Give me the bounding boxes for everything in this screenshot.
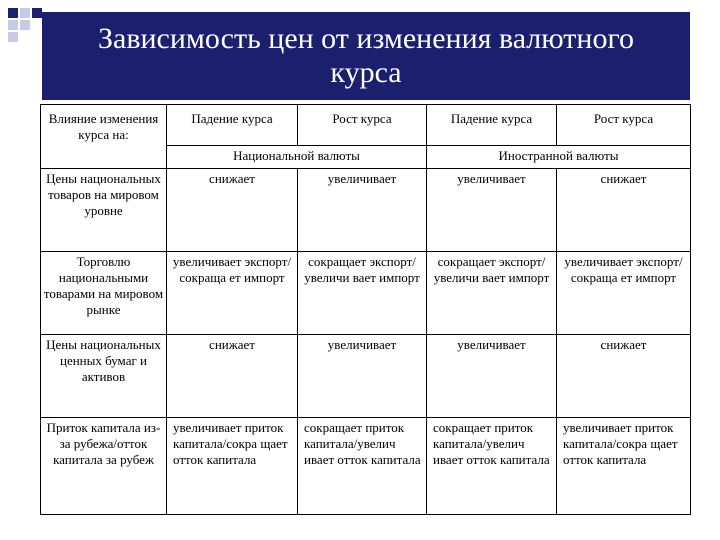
decor-square (20, 8, 30, 18)
header-cell: Рост курса (557, 105, 691, 146)
table-cell: сокращает экспорт/увеличи вает импорт (298, 252, 427, 335)
table-cell: увеличивает (427, 169, 557, 252)
table-cell: увеличивает экспорт/сокраща ет импорт (557, 252, 691, 335)
table-row (41, 418, 691, 515)
table-cell: снижает (167, 169, 298, 252)
header-cell: Рост курса (298, 105, 427, 146)
currency-impact-table (40, 104, 691, 515)
table-cell: увеличивает приток капитала/сокра щает отток капитала (557, 418, 691, 515)
row-label: Торговлю национальными товарами на мировом рынке (41, 252, 167, 335)
decor-square (32, 8, 42, 18)
table-cell: увеличивает приток капитала/сокра щает отток капитала (167, 418, 298, 515)
table-cell: увеличивает (298, 169, 427, 252)
slide-title-text: Зависимость цен от изменения валютного курса (97, 22, 635, 89)
decor-square (8, 32, 18, 42)
row-label: Цены национальных товаров на мировом уровне (41, 169, 167, 252)
corner-cell: Влияние изменения курса на: (41, 105, 167, 169)
table-row (41, 252, 691, 335)
header-cell: Падение курса (167, 105, 298, 146)
decor-square (20, 20, 30, 30)
decor-square (8, 20, 18, 30)
table-cell: снижает (557, 169, 691, 252)
table-cell: сокращает приток капитала/увелич ивает отток капитала (427, 418, 557, 515)
header-cell: Падение курса (427, 105, 557, 146)
table-row (41, 169, 691, 252)
table-cell: сокращает приток капитала/увелич ивает отток капитала (298, 418, 427, 515)
decor-square (8, 8, 18, 18)
table-cell: сокращает экспорт/увеличи вает импорт (427, 252, 557, 335)
table-cell: снижает (557, 335, 691, 418)
table-cell: увеличивает экспорт/сокраща ет импорт (167, 252, 298, 335)
table-cell: увеличивает (298, 335, 427, 418)
table-row (41, 335, 691, 418)
row-label: Цены национальных ценных бумаг и активов (41, 335, 167, 418)
group-cell-national: Национальной валюты (167, 146, 427, 169)
row-label: Приток капитала из-за рубежа/отток капитала за рубеж (41, 418, 167, 515)
table-cell: снижает (167, 335, 298, 418)
group-cell-foreign: Иностранной валюты (427, 146, 691, 169)
slide-title (42, 12, 690, 100)
table-cell: увеличивает (427, 335, 557, 418)
header-row (41, 105, 691, 146)
